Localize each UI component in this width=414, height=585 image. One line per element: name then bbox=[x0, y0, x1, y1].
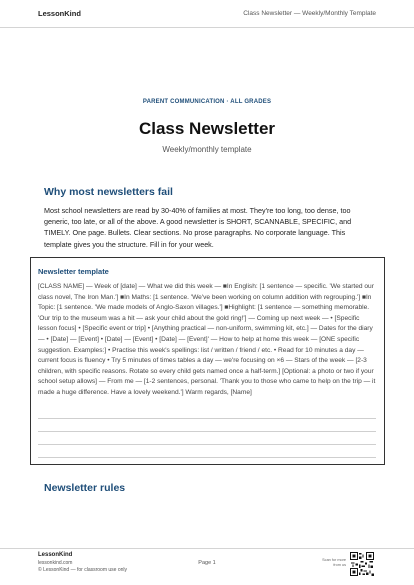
page-footer bbox=[0, 548, 414, 585]
footer-brand: LessonKind bbox=[38, 552, 73, 558]
page-subtitle: Weekly/monthly template bbox=[162, 145, 252, 154]
document-title: Class Newsletter — Weekly/Monthly Template bbox=[243, 10, 376, 17]
writing-line bbox=[38, 457, 376, 458]
footer-copyright: © LessonKind — for classroom use only bbox=[38, 567, 128, 573]
qr-code-icon bbox=[350, 552, 374, 576]
section-heading-rules: Newsletter rules bbox=[44, 482, 126, 494]
intro-paragraph: Most school newsletters are read by 30-40% of families at most. They're too long, too dense, too generic, too late, or all of the above. A good newsletter is SHORT, SCANNABLE, SPECIFIC, and TIMELY. One page. Bullets. Clear sections. No prose paragraphs. No corporate language. This template gives you the structure. Fill in for your week. bbox=[44, 206, 352, 249]
page-number: Page 1 bbox=[198, 560, 216, 566]
template-body: [CLASS NAME] — Week of [date] — What we did this week — ■In English: [1 sentence — specific. 'We started our class novel, The Iron Man.'] ■In Maths: [1 sentence. 'We've been working on column addition with regrouping.'] ■In Topic: [1 sentence. 'We made models of Anglo-Saxon villages.'] ■Highlight: [1 sentence — something memorable. 'Our trip to the museum was a hit — ask your child about the gold ring!'] — Coming up next week — • [Specific lesson focus] • [Specific event or trip] • [Anything practical — non-uniform, swimming kit, etc.] — Dates for the diary — • [Date] — [Event] • [Date] — [Event] • [Date] — [Event]' — How to help at home this week — [ONE specific suggestion. Examples:] • Practise this week's spellings: list / written / friend / etc. • Read for 10 minutes a day — current focus is fluency • Try 5 minutes of times tables a day — we're focusing on ×6 — Stars of the week — [2-3 children, with specific reasons. Rotate so every child gets named once a half-term.] [Optional: a photo or two if your school setup allows] — From me — [1-2 sentences, personal. 'Thank you to those who came to help on the trip — it made a huge difference. Have a lovely weekend.'] Warm regards, [Name] bbox=[38, 283, 376, 396]
brand-name: LessonKind bbox=[38, 9, 81, 18]
writing-line bbox=[38, 431, 376, 432]
top-bar bbox=[0, 0, 414, 28]
kicker: PARENT COMMUNICATION · ALL GRADES bbox=[142, 99, 272, 105]
writing-line bbox=[38, 418, 376, 419]
newsletter-template-box bbox=[30, 257, 385, 465]
writing-line bbox=[38, 444, 376, 445]
scan-caption: Scan for more from us bbox=[322, 558, 346, 567]
section-heading-why: Why most newsletters fail bbox=[44, 186, 173, 198]
footer-website: lessonkind.com bbox=[38, 560, 73, 566]
template-heading: Newsletter template bbox=[38, 267, 109, 276]
page-title: Class Newsletter bbox=[138, 119, 276, 138]
